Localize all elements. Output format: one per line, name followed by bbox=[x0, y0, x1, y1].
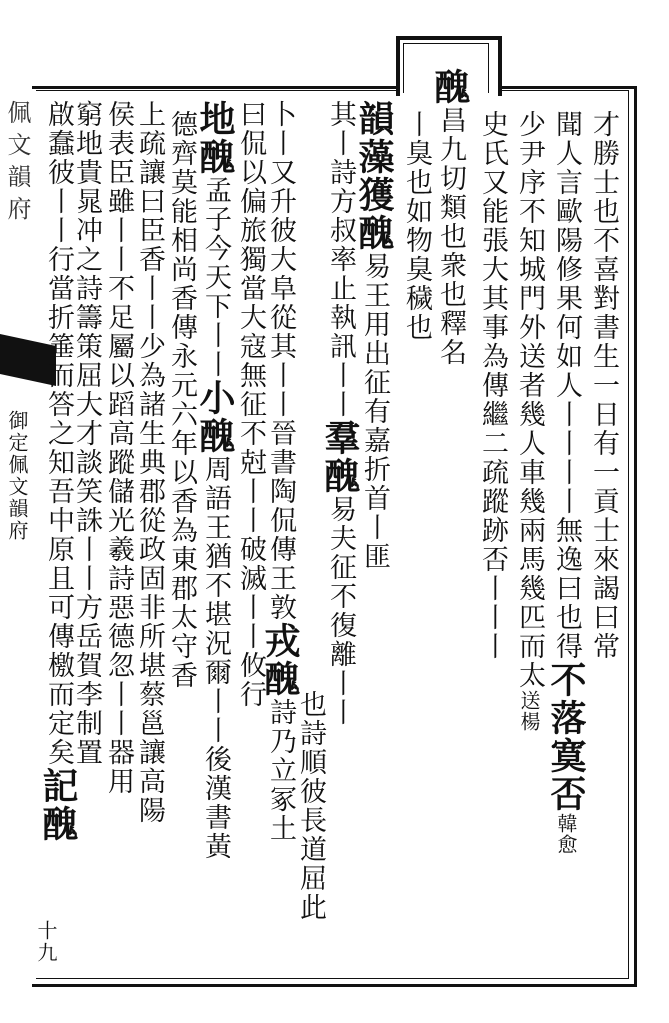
column-text: 才勝士也不喜對書生一日有一貢士來謁曰常 bbox=[588, 110, 619, 661]
column-text: 也詩順彼長道屈此 bbox=[295, 690, 326, 922]
column-text: 史氏又能張大其事為傳繼二疏蹤跡否丨丨丨 bbox=[477, 110, 508, 661]
text-column-4 bbox=[474, 110, 510, 661]
column-text: 詩乃立冢土 bbox=[265, 698, 296, 843]
headword: 記醜 bbox=[37, 767, 79, 843]
text-column-15 bbox=[100, 100, 136, 796]
column-text: 德齊莫能相尚 bbox=[166, 110, 197, 284]
text-column-2 bbox=[545, 110, 587, 855]
page-number: 十九 bbox=[34, 920, 58, 964]
text-column-17 bbox=[37, 100, 79, 843]
headword: 戎醜 bbox=[259, 622, 301, 698]
book-title-label: 御定佩文韻府 bbox=[5, 410, 29, 542]
headword: 不落寞否 bbox=[545, 661, 587, 813]
text-column-14 bbox=[131, 100, 167, 825]
headword: 地醜 bbox=[194, 100, 236, 176]
text-column-6 bbox=[398, 110, 434, 342]
column-text: 其丨詩方叔率止執訊丨丨 bbox=[325, 100, 356, 419]
column-text: 侯表臣雖丨丨不足屬以蹈高蹤儲光羲詩惡德忽丨丨器用 bbox=[103, 100, 134, 796]
text-column-13 bbox=[163, 110, 199, 690]
headword: 羣醜 bbox=[319, 419, 361, 495]
column-text: 孟子今天下丨丨 bbox=[200, 176, 231, 379]
text-column-3 bbox=[511, 110, 547, 732]
column-text: 昌九切類也衆也釋名 bbox=[435, 106, 466, 367]
column-text: 卜丨又升彼大阜從其丨丨晉書陶侃傳王敦 bbox=[265, 100, 296, 622]
text-column-5 bbox=[429, 68, 471, 367]
page-header-title: 佩文韻府 bbox=[3, 100, 31, 228]
column-text: 少尹序不知城門外送者幾人車幾兩馬幾匹而太 bbox=[514, 110, 545, 690]
column-text: 丨丨攸行 bbox=[235, 593, 266, 709]
column-text: 易夫征不復離丨丨 bbox=[325, 495, 356, 727]
headword: 小醜 bbox=[194, 379, 236, 455]
column-text: 窮地貴晁冲之詩籌策屈大才談笑誅丨丨方岳賀李制置 bbox=[71, 100, 102, 767]
text-column-11 bbox=[232, 100, 268, 709]
column-text: 易王用出征有嘉折首丨匪 bbox=[359, 252, 390, 571]
column-text: 啟蠢彼丨丨行當折箠而答之知吾中原且可傳檄而定矣 bbox=[43, 100, 74, 767]
text-column-8 bbox=[319, 100, 361, 727]
column-text: 香傳永元六年以香為東郡太守香 bbox=[166, 284, 197, 690]
column-text: 聞人言歐陽修果何如人丨丨丨丨無逸曰也得 bbox=[551, 110, 582, 661]
headword: 醜 bbox=[429, 68, 471, 106]
annotation-small: 送楊 bbox=[517, 690, 541, 732]
annotation-small: 韓愈 bbox=[554, 813, 578, 855]
column-text: 上疏讓曰臣香丨丨少為諸生典郡從政固非所堪蔡邕讓高陽 bbox=[134, 100, 165, 825]
column-text: 周語王猶不堪況爾丨丨後漢書黃 bbox=[200, 455, 231, 861]
column-text: 丨臭也如物臭穢也 bbox=[401, 110, 432, 342]
text-column-1 bbox=[585, 110, 621, 661]
column-text: 曰侃以偏旅獨當大寇無征不尅丨丨破滅 bbox=[235, 100, 266, 593]
text-column-12 bbox=[194, 100, 236, 861]
text-column-7 bbox=[353, 100, 395, 571]
headword: 韻藻獲醜 bbox=[353, 100, 395, 252]
